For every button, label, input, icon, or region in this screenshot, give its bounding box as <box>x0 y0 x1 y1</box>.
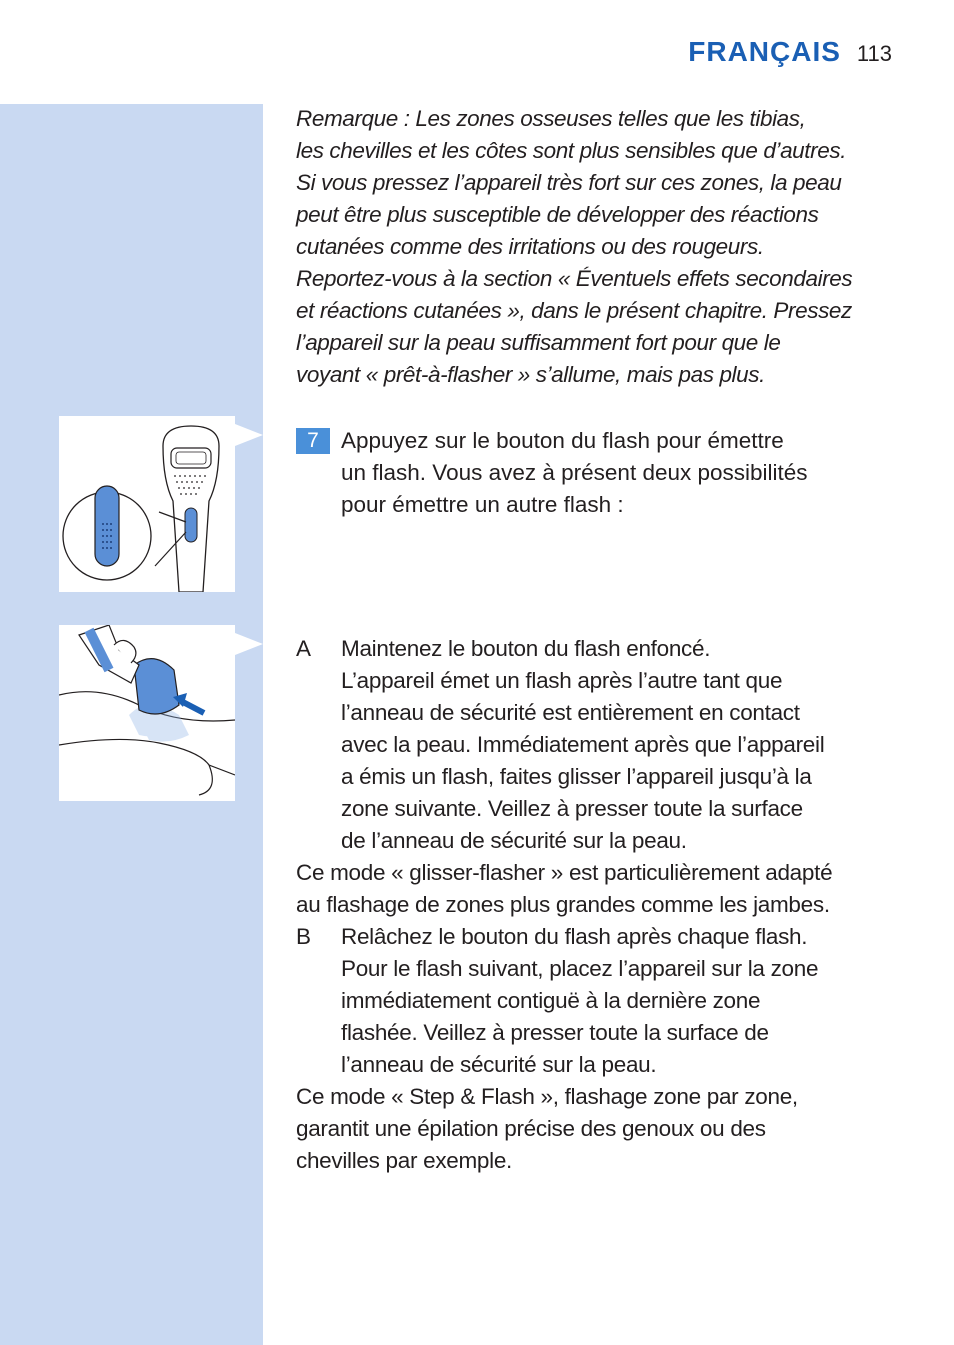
option-line: a émis un flash, faites glisser l’appareil jusqu’à la <box>341 764 812 789</box>
option-line: Maintenez le bouton du flash enfoncé. <box>341 636 711 661</box>
note-line: peut être plus susceptible de développer des réactions <box>296 202 819 227</box>
note-line: les chevilles et les côtes sont plus sensibles que d’autres. <box>296 138 847 163</box>
option-a <box>296 633 906 857</box>
figure-pointer <box>235 633 263 655</box>
mode-line: au flashage de zones plus grandes comme les jambes. <box>296 892 830 917</box>
option-line: avec la peau. Immédiatement après que l’appareil <box>341 732 825 757</box>
note-line: Reportez-vous à la section « Éventuels effets secondaires <box>296 266 853 291</box>
step-7 <box>296 425 896 521</box>
mode-b-paragraph <box>296 1081 906 1177</box>
option-letter: B <box>296 924 311 949</box>
option-letter: A <box>296 636 311 661</box>
option-b <box>296 921 906 1081</box>
option-line: de l’anneau de sécurité sur la peau. <box>341 828 687 853</box>
note-line: cutanées comme des irritations ou des rougeurs. <box>296 234 764 259</box>
mode-line: Ce mode « glisser-flasher » est particulièrement adapté <box>296 860 833 885</box>
note-line: Si vous pressez l’appareil très fort sur ces zones, la peau <box>296 170 842 195</box>
step-line: Appuyez sur le bouton du flash pour émettre <box>341 428 784 453</box>
flash-options <box>296 633 906 1177</box>
note-line: et réactions cutanées », dans le présent chapitre. Pressez <box>296 298 852 323</box>
option-line: l’anneau de sécurité est entièrement en contact <box>341 700 800 725</box>
option-line: l’anneau de sécurité sur la peau. <box>341 1052 657 1077</box>
note-paragraph <box>296 103 896 391</box>
step-number-badge: 7 <box>296 428 330 454</box>
note-line: Remarque : Les zones osseuses telles que les tibias, <box>296 106 806 131</box>
option-line: zone suivante. Veillez à presser toute la surface <box>341 796 803 821</box>
leg-glide-illustration <box>59 625 235 801</box>
mode-line: chevilles par exemple. <box>296 1148 513 1173</box>
option-line: Relâchez le bouton du flash après chaque flash. <box>341 924 808 949</box>
note-line: l’appareil sur la peau suffisamment fort pour que le <box>296 330 781 355</box>
option-line: immédiatement contiguë à la dernière zone <box>341 988 761 1013</box>
mode-a-paragraph <box>296 857 906 921</box>
device-button-illustration <box>59 416 235 592</box>
step-text <box>341 425 896 521</box>
page-number: 113 <box>856 41 892 66</box>
device-button-drawing <box>59 416 235 592</box>
language-title: FRANÇAIS <box>688 36 841 67</box>
mode-line: Ce mode « Step & Flash », flashage zone par zone, <box>296 1084 798 1109</box>
step-line: pour émettre un autre flash : <box>341 492 624 517</box>
leg-glide-drawing <box>59 625 235 801</box>
step-line: un flash. Vous avez à présent deux possibilités <box>341 460 808 485</box>
mode-line: garantit une épilation précise des genoux ou des <box>296 1116 766 1141</box>
option-line: L’appareil émet un flash après l’autre tant que <box>341 668 783 693</box>
note-line: voyant « prêt-à-flasher » s’allume, mais pas plus. <box>296 362 765 387</box>
figure-pointer <box>235 424 263 446</box>
option-line: Pour le flash suivant, placez l’appareil sur la zone <box>341 956 819 981</box>
option-line: flashée. Veillez à presser toute la surface de <box>341 1020 769 1045</box>
page-header <box>688 36 892 68</box>
